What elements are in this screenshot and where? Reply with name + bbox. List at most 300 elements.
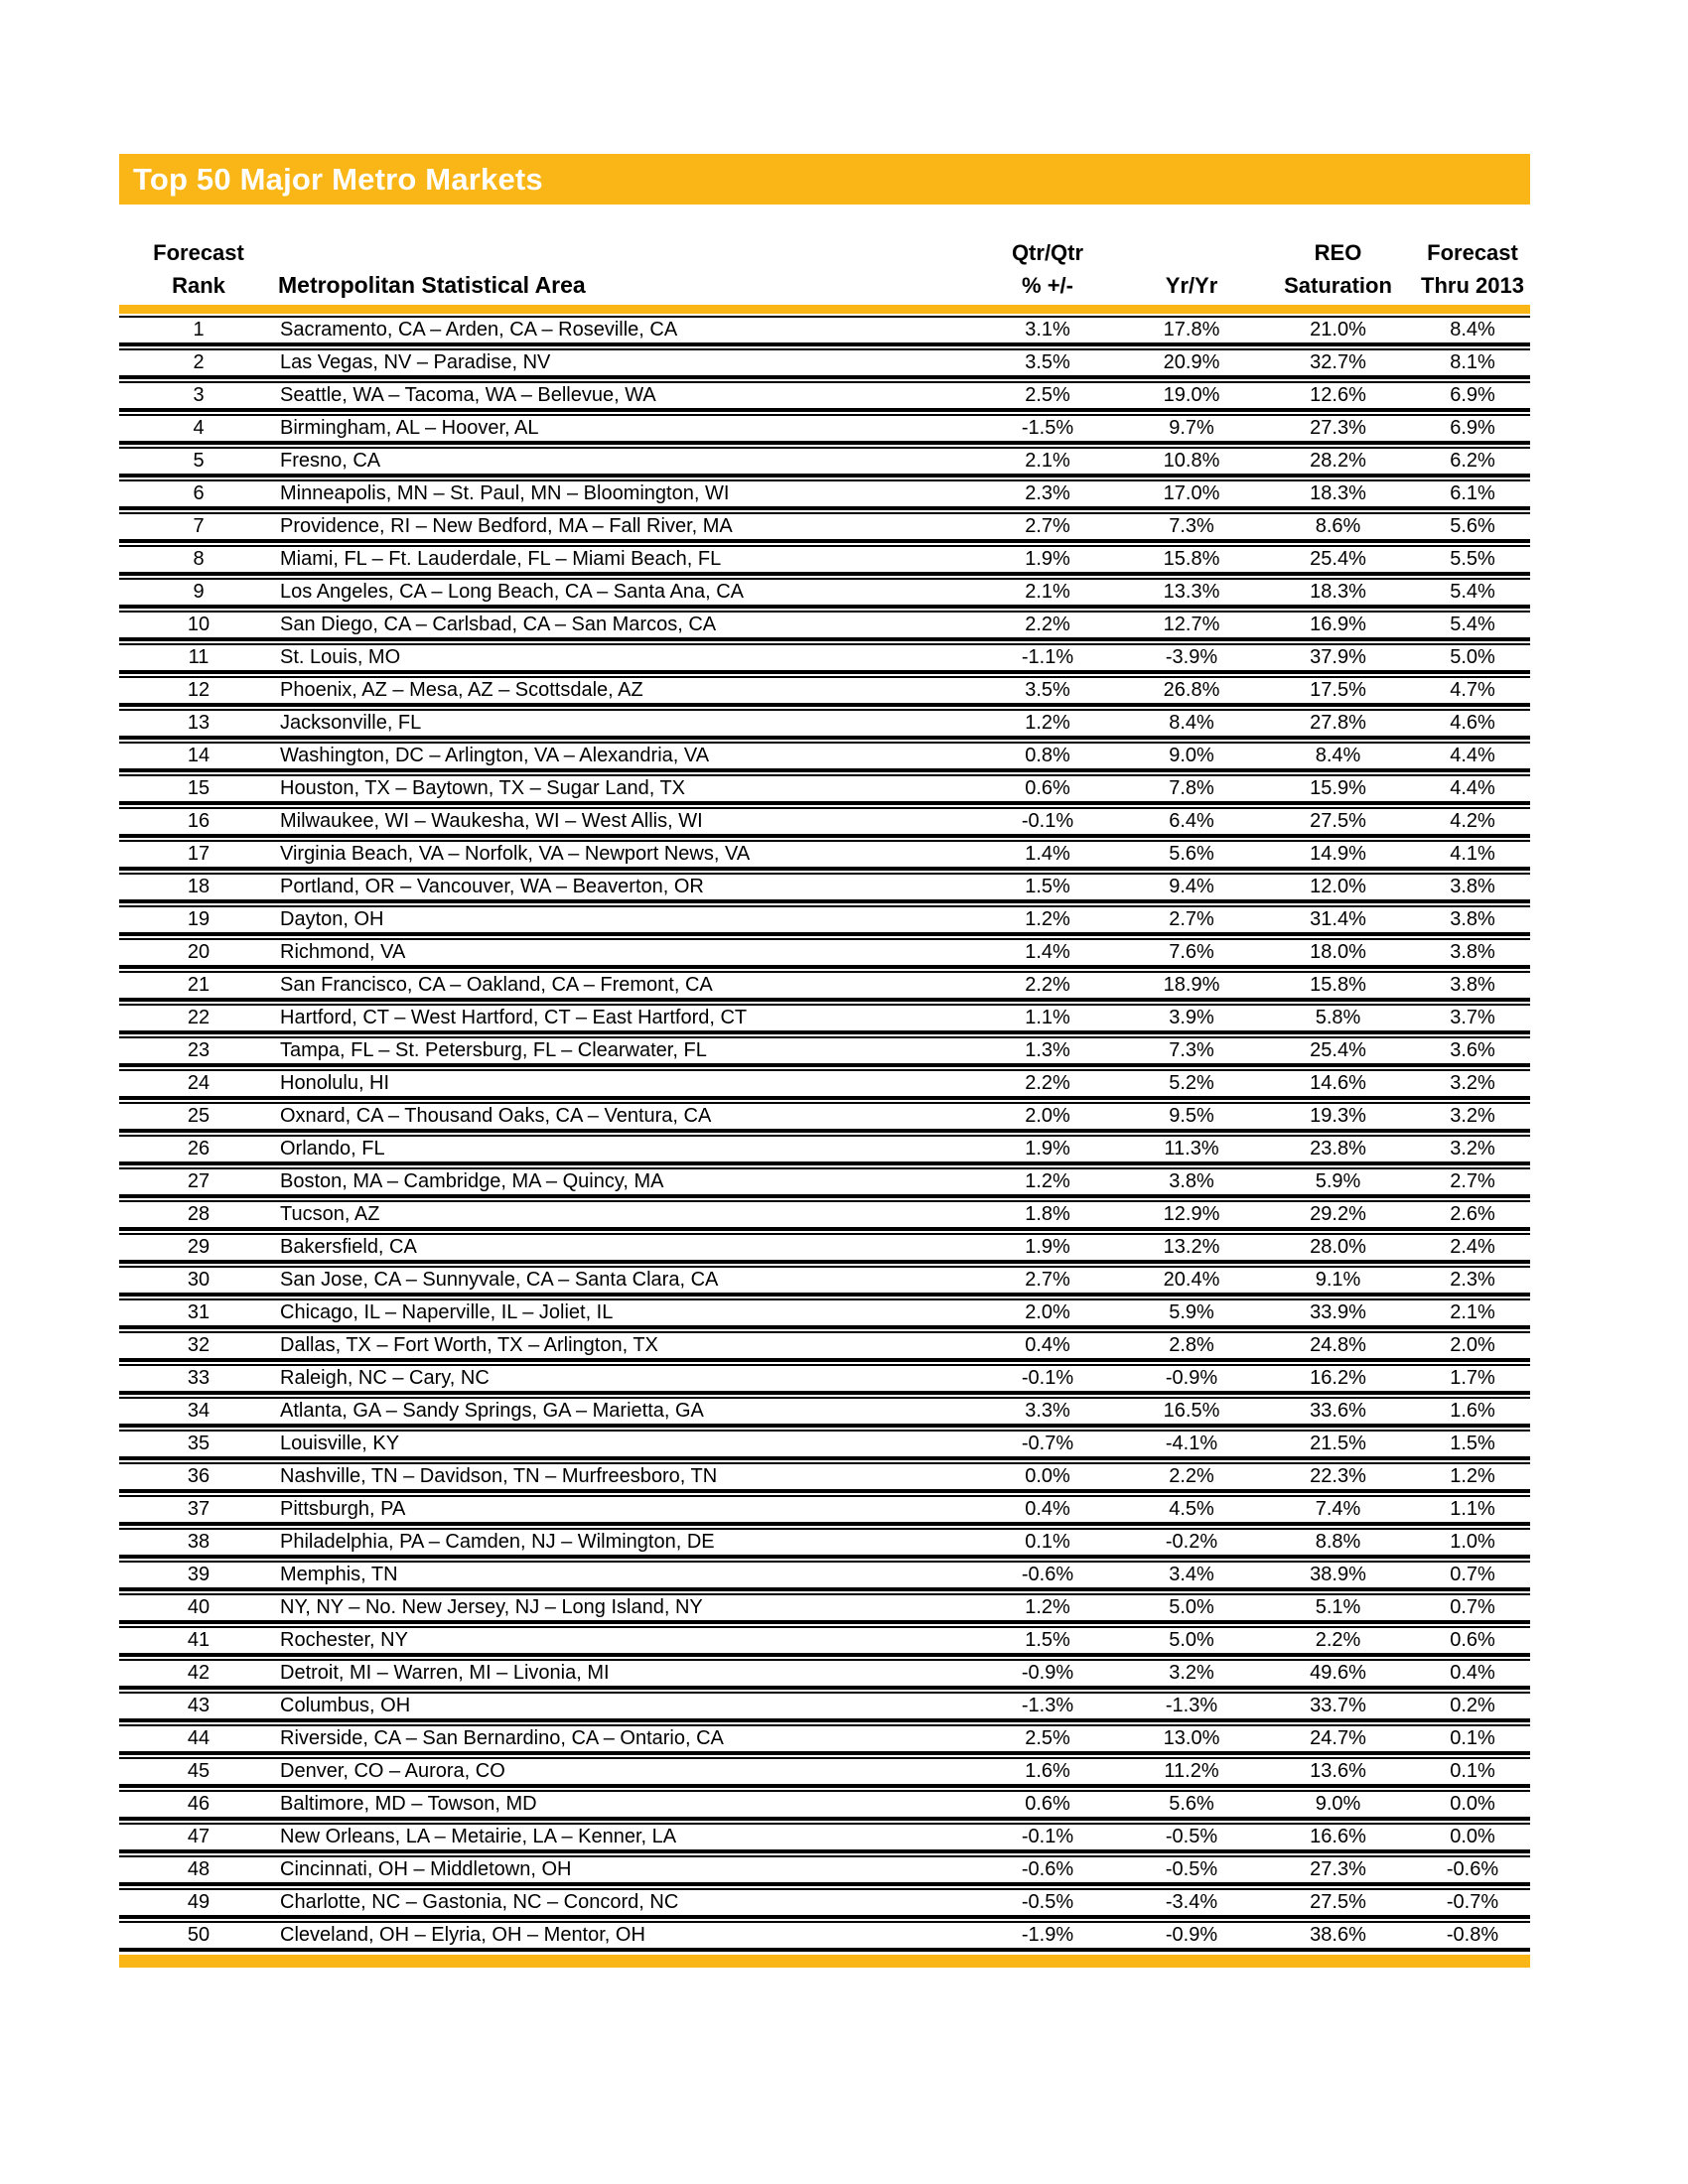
table-row — [119, 1823, 1530, 1853]
table-row — [119, 873, 1530, 903]
qtrqtr-cell: 2.7% — [1025, 515, 1070, 537]
msa-cell: Raleigh, NC – Cary, NC — [280, 1367, 490, 1389]
table-row — [119, 1659, 1530, 1690]
rank-cell: 9 — [193, 581, 205, 603]
rank-cell: 41 — [187, 1629, 211, 1651]
table-row — [119, 1757, 1530, 1788]
msa-cell: Orlando, FL — [280, 1138, 385, 1160]
yryr-cell: 7.8% — [1169, 777, 1214, 799]
table-row — [119, 774, 1530, 805]
rank-cell: 50 — [187, 1924, 211, 1946]
msa-cell: Tucson, AZ — [280, 1203, 380, 1225]
rank-cell: 47 — [187, 1826, 211, 1847]
qtrqtr-cell: 2.5% — [1025, 1727, 1070, 1749]
table-row — [119, 643, 1530, 674]
rank-cell: 10 — [187, 614, 211, 635]
rank-cell: 46 — [187, 1793, 211, 1815]
table-row — [119, 1888, 1530, 1919]
rank-cell: 11 — [188, 646, 210, 668]
section-title: Top 50 Major Metro Markets — [133, 162, 543, 197]
reo-cell: 49.6% — [1310, 1662, 1366, 1684]
table-row — [119, 742, 1530, 772]
reo-cell: 25.4% — [1310, 1039, 1366, 1061]
forecast-cell: 6.1% — [1450, 482, 1495, 504]
forecast-cell: -0.8% — [1446, 1924, 1499, 1946]
qtrqtr-cell: -1.3% — [1021, 1695, 1074, 1716]
qtrqtr-cell: 1.9% — [1025, 1138, 1070, 1160]
table-row — [119, 938, 1530, 969]
rank-cell: 28 — [187, 1203, 211, 1225]
msa-cell: Bakersfield, CA — [280, 1236, 417, 1258]
msa-cell: Columbus, OH — [280, 1695, 411, 1716]
yryr-cell: 9.7% — [1169, 417, 1214, 439]
forecast-cell: 3.2% — [1450, 1138, 1495, 1160]
forecast-cell: 3.2% — [1450, 1072, 1495, 1094]
qtrqtr-cell: 2.2% — [1025, 614, 1070, 635]
rank-cell: 14 — [187, 745, 211, 766]
table-row — [119, 1233, 1530, 1264]
rank-cell: 5 — [193, 450, 205, 472]
msa-cell: Baltimore, MD – Towson, MD — [280, 1793, 537, 1815]
qtrqtr-cell: 0.6% — [1025, 777, 1070, 799]
qtrqtr-cell: -1.9% — [1021, 1924, 1074, 1946]
qtrqtr-cell: 1.5% — [1025, 1629, 1070, 1651]
qtrqtr-cell: 3.3% — [1025, 1400, 1070, 1422]
reo-cell: 13.6% — [1310, 1760, 1366, 1782]
table-row — [119, 1855, 1530, 1886]
table-row — [119, 381, 1530, 412]
reo-cell: 24.7% — [1310, 1727, 1366, 1749]
msa-cell: Virginia Beach, VA – Norfolk, VA – Newport News, VA — [280, 843, 751, 865]
msa-cell: Denver, CO – Aurora, CO — [280, 1760, 505, 1782]
table-row — [119, 1692, 1530, 1722]
table-row — [119, 1528, 1530, 1559]
msa-cell: San Jose, CA – Sunnyvale, CA – Santa Clara, CA — [280, 1269, 719, 1291]
table-row — [119, 1102, 1530, 1133]
rank-cell: 16 — [187, 810, 211, 832]
reo-cell: 33.6% — [1310, 1400, 1366, 1422]
table-row — [119, 1364, 1530, 1395]
rank-cell: 37 — [187, 1498, 211, 1520]
rank-cell: 25 — [187, 1105, 211, 1127]
msa-cell: Minneapolis, MN – St. Paul, MN – Bloomington, WI — [280, 482, 730, 504]
reo-cell: 16.6% — [1310, 1826, 1366, 1847]
table-row — [119, 1069, 1530, 1100]
yryr-cell: 2.2% — [1169, 1465, 1214, 1487]
reo-cell: 19.3% — [1310, 1105, 1366, 1127]
yryr-cell: 5.0% — [1169, 1629, 1214, 1651]
rank-cell: 4 — [193, 417, 205, 439]
yryr-cell: -4.1% — [1165, 1433, 1218, 1454]
qtrqtr-cell: -0.5% — [1021, 1891, 1074, 1913]
msa-cell: NY, NY – No. New Jersey, NJ – Long Island, NY — [280, 1596, 703, 1618]
qtrqtr-cell: 0.4% — [1025, 1498, 1070, 1520]
forecast-cell: 1.6% — [1450, 1400, 1495, 1422]
msa-cell: Tampa, FL – St. Petersburg, FL – Clearwater, FL — [280, 1039, 707, 1061]
yryr-cell: 20.9% — [1163, 351, 1220, 373]
rank-cell: 8 — [193, 548, 205, 570]
forecast-cell: 4.1% — [1450, 843, 1495, 865]
rank-cell: 30 — [187, 1269, 211, 1291]
reo-cell: 15.9% — [1310, 777, 1366, 799]
reo-cell: 38.6% — [1310, 1924, 1366, 1946]
table-bottom-bar — [119, 1955, 1530, 1968]
yryr-cell: -0.5% — [1165, 1826, 1218, 1847]
msa-cell: Louisville, KY — [280, 1433, 400, 1454]
table-row — [119, 1495, 1530, 1526]
yryr-cell: 7.6% — [1169, 941, 1214, 963]
msa-cell: Milwaukee, WI – Waukesha, WI – West Allis, WI — [280, 810, 703, 832]
forecast-cell: 8.4% — [1450, 319, 1495, 341]
table-row — [119, 1036, 1530, 1067]
qtrqtr-cell: 3.5% — [1025, 679, 1070, 701]
header-forecast-thru-2013: Forecast Thru 2013 — [1421, 240, 1524, 298]
forecast-cell: 0.7% — [1450, 1596, 1495, 1618]
reo-cell: 16.2% — [1310, 1367, 1366, 1389]
table-row — [119, 1331, 1530, 1362]
rank-cell: 17 — [187, 843, 211, 865]
rank-cell: 13 — [187, 712, 211, 734]
qtrqtr-cell: 2.7% — [1025, 1269, 1070, 1291]
forecast-cell: 0.2% — [1450, 1695, 1495, 1716]
yryr-cell: 2.8% — [1169, 1334, 1214, 1356]
rank-cell: 20 — [187, 941, 211, 963]
table-row — [119, 676, 1530, 707]
reo-cell: 12.6% — [1310, 384, 1366, 406]
reo-cell: 14.6% — [1310, 1072, 1366, 1094]
yryr-cell: 3.4% — [1169, 1564, 1214, 1585]
reo-cell: 31.4% — [1310, 908, 1366, 930]
msa-cell: Houston, TX – Baytown, TX – Sugar Land, TX — [280, 777, 686, 799]
rank-cell: 15 — [187, 777, 211, 799]
yryr-cell: 5.9% — [1169, 1301, 1214, 1323]
table-row — [119, 1462, 1530, 1493]
qtrqtr-cell: 0.8% — [1025, 745, 1070, 766]
qtrqtr-cell: 2.2% — [1025, 1072, 1070, 1094]
qtrqtr-cell: -1.1% — [1021, 646, 1074, 668]
yryr-cell: 4.5% — [1169, 1498, 1214, 1520]
table-row — [119, 807, 1530, 838]
yryr-cell: 15.8% — [1163, 548, 1220, 570]
rank-cell: 45 — [187, 1760, 211, 1782]
forecast-cell: 0.6% — [1450, 1629, 1495, 1651]
forecast-cell: 5.4% — [1450, 581, 1495, 603]
reo-cell: 7.4% — [1315, 1498, 1361, 1520]
msa-cell: Washington, DC – Arlington, VA – Alexandria, VA — [280, 745, 710, 766]
yryr-cell: 8.4% — [1169, 712, 1214, 734]
forecast-cell: 0.7% — [1450, 1564, 1495, 1585]
msa-cell: Las Vegas, NV – Paradise, NV — [280, 351, 551, 373]
table-row — [119, 1561, 1530, 1591]
table-row — [119, 1724, 1530, 1755]
rank-cell: 24 — [187, 1072, 211, 1094]
qtrqtr-cell: 2.1% — [1025, 450, 1070, 472]
yryr-cell: -1.3% — [1165, 1695, 1218, 1716]
reo-cell: 29.2% — [1310, 1203, 1366, 1225]
msa-cell: Los Angeles, CA – Long Beach, CA – Santa Ana, CA — [280, 581, 744, 603]
qtrqtr-cell: 2.0% — [1025, 1105, 1070, 1127]
msa-cell: Riverside, CA – San Bernardino, CA – Ontario, CA — [280, 1727, 724, 1749]
reo-cell: 25.4% — [1310, 548, 1366, 570]
forecast-cell: 8.1% — [1450, 351, 1495, 373]
reo-cell: 8.6% — [1315, 515, 1361, 537]
table-row — [119, 1430, 1530, 1460]
table-header-row — [119, 236, 1530, 302]
msa-cell: San Francisco, CA – Oakland, CA – Fremont, CA — [280, 974, 713, 996]
reo-cell: 37.9% — [1310, 646, 1366, 668]
table-row — [119, 316, 1530, 346]
forecast-cell: 0.0% — [1450, 1793, 1495, 1815]
qtrqtr-cell: 1.2% — [1025, 712, 1070, 734]
forecast-cell: 0.1% — [1450, 1727, 1495, 1749]
qtrqtr-cell: -0.7% — [1021, 1433, 1074, 1454]
table-row — [119, 578, 1530, 609]
rank-cell: 38 — [187, 1531, 211, 1553]
reo-cell: 27.5% — [1310, 1891, 1366, 1913]
table-row — [119, 840, 1530, 871]
reo-cell: 27.3% — [1310, 417, 1366, 439]
forecast-cell: 3.2% — [1450, 1105, 1495, 1127]
yryr-cell: 11.2% — [1164, 1760, 1219, 1782]
forecast-cell: 2.3% — [1450, 1269, 1495, 1291]
rank-cell: 42 — [187, 1662, 211, 1684]
yryr-cell: 6.4% — [1169, 810, 1214, 832]
reo-cell: 28.2% — [1310, 450, 1366, 472]
rank-cell: 40 — [187, 1596, 211, 1618]
rank-cell: 3 — [193, 384, 205, 406]
qtrqtr-cell: 1.2% — [1025, 1170, 1070, 1192]
rank-cell: 7 — [193, 515, 205, 537]
yryr-cell: 13.0% — [1163, 1727, 1220, 1749]
forecast-cell: 6.2% — [1450, 450, 1495, 472]
rank-cell: 35 — [187, 1433, 211, 1454]
reo-cell: 5.1% — [1315, 1596, 1361, 1618]
msa-cell: Cleveland, OH – Elyria, OH – Mentor, OH — [280, 1924, 645, 1946]
yryr-cell: 16.5% — [1163, 1400, 1220, 1422]
reo-cell: 17.5% — [1310, 679, 1366, 701]
table-row — [119, 905, 1530, 936]
reo-cell: 24.8% — [1310, 1334, 1366, 1356]
reo-cell: 15.8% — [1310, 974, 1366, 996]
table-row — [119, 447, 1530, 478]
msa-cell: Jacksonville, FL — [280, 712, 422, 734]
qtrqtr-cell: -0.9% — [1021, 1662, 1074, 1684]
msa-cell: Nashville, TN – Davidson, TN – Murfreesboro, TN — [280, 1465, 718, 1487]
yryr-cell: 13.2% — [1163, 1236, 1220, 1258]
qtrqtr-cell: -1.5% — [1021, 417, 1074, 439]
msa-cell: Dallas, TX – Fort Worth, TX – Arlington, TX — [280, 1334, 658, 1356]
qtrqtr-cell: 1.3% — [1025, 1039, 1070, 1061]
qtrqtr-cell: -0.6% — [1021, 1564, 1074, 1585]
reo-cell: 32.7% — [1310, 351, 1366, 373]
msa-cell: Boston, MA – Cambridge, MA – Quincy, MA — [280, 1170, 664, 1192]
forecast-cell: 5.0% — [1450, 646, 1495, 668]
header-divider-bar — [119, 305, 1530, 314]
forecast-cell: 6.9% — [1450, 417, 1495, 439]
reo-cell: 9.0% — [1315, 1793, 1361, 1815]
reo-cell: 38.9% — [1310, 1564, 1366, 1585]
table-row — [119, 1397, 1530, 1428]
table-row — [119, 1004, 1530, 1034]
forecast-cell: 5.5% — [1450, 548, 1495, 570]
table-row — [119, 1266, 1530, 1297]
qtrqtr-cell: 2.2% — [1025, 974, 1070, 996]
reo-cell: 16.9% — [1310, 614, 1366, 635]
msa-cell: New Orleans, LA – Metairie, LA – Kenner, LA — [280, 1826, 677, 1847]
msa-cell: Philadelphia, PA – Camden, NJ – Wilmington, DE — [280, 1531, 715, 1553]
forecast-cell: -0.6% — [1446, 1858, 1499, 1880]
msa-cell: San Diego, CA – Carlsbad, CA – San Marcos, CA — [280, 614, 717, 635]
metro-markets-table-section — [119, 154, 1530, 1968]
qtrqtr-cell: -0.1% — [1021, 810, 1074, 832]
rank-cell: 43 — [187, 1695, 211, 1716]
rank-cell: 19 — [187, 908, 211, 930]
table-row — [119, 1135, 1530, 1165]
rank-cell: 23 — [187, 1039, 211, 1061]
qtrqtr-cell: 1.5% — [1025, 876, 1070, 897]
msa-cell: Birmingham, AL – Hoover, AL — [280, 417, 539, 439]
rank-cell: 21 — [187, 974, 211, 996]
section-title-bar — [119, 154, 1530, 205]
msa-cell: Detroit, MI – Warren, MI – Livonia, MI — [280, 1662, 610, 1684]
header-forecast-rank: Forecast Rank — [153, 240, 244, 298]
reo-cell: 2.2% — [1315, 1629, 1361, 1651]
qtrqtr-cell: 2.3% — [1025, 482, 1070, 504]
forecast-cell: 0.0% — [1450, 1826, 1495, 1847]
table-row — [119, 1626, 1530, 1657]
rank-cell: 32 — [187, 1334, 211, 1356]
qtrqtr-cell: 0.1% — [1025, 1531, 1070, 1553]
forecast-cell: 1.1% — [1450, 1498, 1495, 1520]
msa-cell: Memphis, TN — [280, 1564, 398, 1585]
reo-cell: 27.8% — [1310, 712, 1366, 734]
qtrqtr-cell: 2.1% — [1025, 581, 1070, 603]
forecast-cell: 4.4% — [1450, 777, 1495, 799]
qtrqtr-cell: 0.4% — [1025, 1334, 1070, 1356]
table-row — [119, 971, 1530, 1002]
table-row — [119, 545, 1530, 576]
table-row — [119, 1167, 1530, 1198]
yryr-cell: -0.9% — [1165, 1924, 1218, 1946]
msa-cell: Sacramento, CA – Arden, CA – Roseville, CA — [280, 319, 678, 341]
yryr-cell: 26.8% — [1163, 679, 1220, 701]
forecast-cell: 3.8% — [1450, 876, 1495, 897]
yryr-cell: 3.2% — [1169, 1662, 1214, 1684]
forecast-cell: 3.6% — [1450, 1039, 1495, 1061]
header-reo-saturation: REO Saturation — [1284, 240, 1392, 298]
header-qtr-qtr: Qtr/Qtr % +/- — [1011, 240, 1084, 298]
rank-cell: 39 — [187, 1564, 211, 1585]
forecast-cell: 2.6% — [1450, 1203, 1495, 1225]
yryr-cell: 10.8% — [1163, 450, 1220, 472]
rank-cell: 49 — [187, 1891, 211, 1913]
reo-cell: 33.7% — [1310, 1695, 1366, 1716]
msa-cell: Charlotte, NC – Gastonia, NC – Concord, NC — [280, 1891, 679, 1913]
msa-cell: Atlanta, GA – Sandy Springs, GA – Marietta, GA — [280, 1400, 704, 1422]
table-row — [119, 479, 1530, 510]
qtrqtr-cell: 1.6% — [1025, 1760, 1070, 1782]
msa-cell: Providence, RI – New Bedford, MA – Fall River, MA — [280, 515, 733, 537]
yryr-cell: 9.5% — [1169, 1105, 1214, 1127]
yryr-cell: 7.3% — [1169, 1039, 1214, 1061]
qtrqtr-cell: -0.1% — [1021, 1367, 1074, 1389]
rank-cell: 33 — [187, 1367, 211, 1389]
qtrqtr-cell: 1.4% — [1025, 941, 1070, 963]
rank-cell: 29 — [187, 1236, 211, 1258]
forecast-cell: 5.6% — [1450, 515, 1495, 537]
reo-cell: 28.0% — [1310, 1236, 1366, 1258]
rank-cell: 12 — [187, 679, 211, 701]
yryr-cell: 3.9% — [1169, 1007, 1214, 1028]
yryr-cell: 17.0% — [1163, 482, 1220, 504]
reo-cell: 9.1% — [1315, 1269, 1361, 1291]
qtrqtr-cell: 0.6% — [1025, 1793, 1070, 1815]
yryr-cell: 7.3% — [1169, 515, 1214, 537]
yryr-cell: -0.5% — [1165, 1858, 1218, 1880]
forecast-cell: 4.2% — [1450, 810, 1495, 832]
msa-cell: Oxnard, CA – Thousand Oaks, CA – Ventura, CA — [280, 1105, 712, 1127]
forecast-cell: 2.0% — [1450, 1334, 1495, 1356]
rank-cell: 48 — [187, 1858, 211, 1880]
qtrqtr-cell: 1.1% — [1025, 1007, 1070, 1028]
msa-cell: Dayton, OH — [280, 908, 384, 930]
yryr-cell: -3.4% — [1165, 1891, 1218, 1913]
yryr-cell: 3.8% — [1169, 1170, 1214, 1192]
msa-cell: Pittsburgh, PA — [280, 1498, 406, 1520]
table-row — [119, 1921, 1530, 1952]
yryr-cell: 20.4% — [1163, 1269, 1220, 1291]
forecast-cell: 6.9% — [1450, 384, 1495, 406]
forecast-cell: 3.8% — [1450, 941, 1495, 963]
reo-cell: 27.3% — [1310, 1858, 1366, 1880]
qtrqtr-cell: 0.0% — [1025, 1465, 1070, 1487]
msa-cell: Chicago, IL – Naperville, IL – Joliet, IL — [280, 1301, 614, 1323]
msa-cell: Seattle, WA – Tacoma, WA – Bellevue, WA — [280, 384, 656, 406]
reo-cell: 18.3% — [1310, 581, 1366, 603]
forecast-cell: 1.0% — [1450, 1531, 1495, 1553]
table-row — [119, 611, 1530, 641]
forecast-cell: 0.4% — [1450, 1662, 1495, 1684]
msa-cell: Rochester, NY — [280, 1629, 408, 1651]
rank-cell: 22 — [187, 1007, 211, 1028]
reo-cell: 14.9% — [1310, 843, 1366, 865]
reo-cell: 12.0% — [1310, 876, 1366, 897]
yryr-cell: -0.9% — [1165, 1367, 1218, 1389]
yryr-cell: 12.9% — [1163, 1203, 1220, 1225]
qtrqtr-cell: 3.1% — [1025, 319, 1070, 341]
forecast-cell: 2.4% — [1450, 1236, 1495, 1258]
msa-cell: Fresno, CA — [280, 450, 381, 472]
rank-cell: 6 — [193, 482, 205, 504]
forecast-cell: 4.7% — [1450, 679, 1495, 701]
rank-cell: 1 — [193, 319, 205, 341]
reo-cell: 23.8% — [1310, 1138, 1366, 1160]
yryr-cell: 13.3% — [1163, 581, 1220, 603]
reo-cell: 27.5% — [1310, 810, 1366, 832]
reo-cell: 33.9% — [1310, 1301, 1366, 1323]
forecast-cell: 1.7% — [1450, 1367, 1495, 1389]
msa-cell: Cincinnati, OH – Middletown, OH — [280, 1858, 572, 1880]
table-row — [119, 1200, 1530, 1231]
table-row — [119, 414, 1530, 445]
table-row — [119, 1593, 1530, 1624]
rank-cell: 26 — [187, 1138, 211, 1160]
forecast-cell: 4.4% — [1450, 745, 1495, 766]
yryr-cell: -0.2% — [1165, 1531, 1218, 1553]
table-body — [119, 316, 1530, 1952]
qtrqtr-cell: -0.1% — [1021, 1826, 1074, 1847]
forecast-cell: 3.7% — [1450, 1007, 1495, 1028]
